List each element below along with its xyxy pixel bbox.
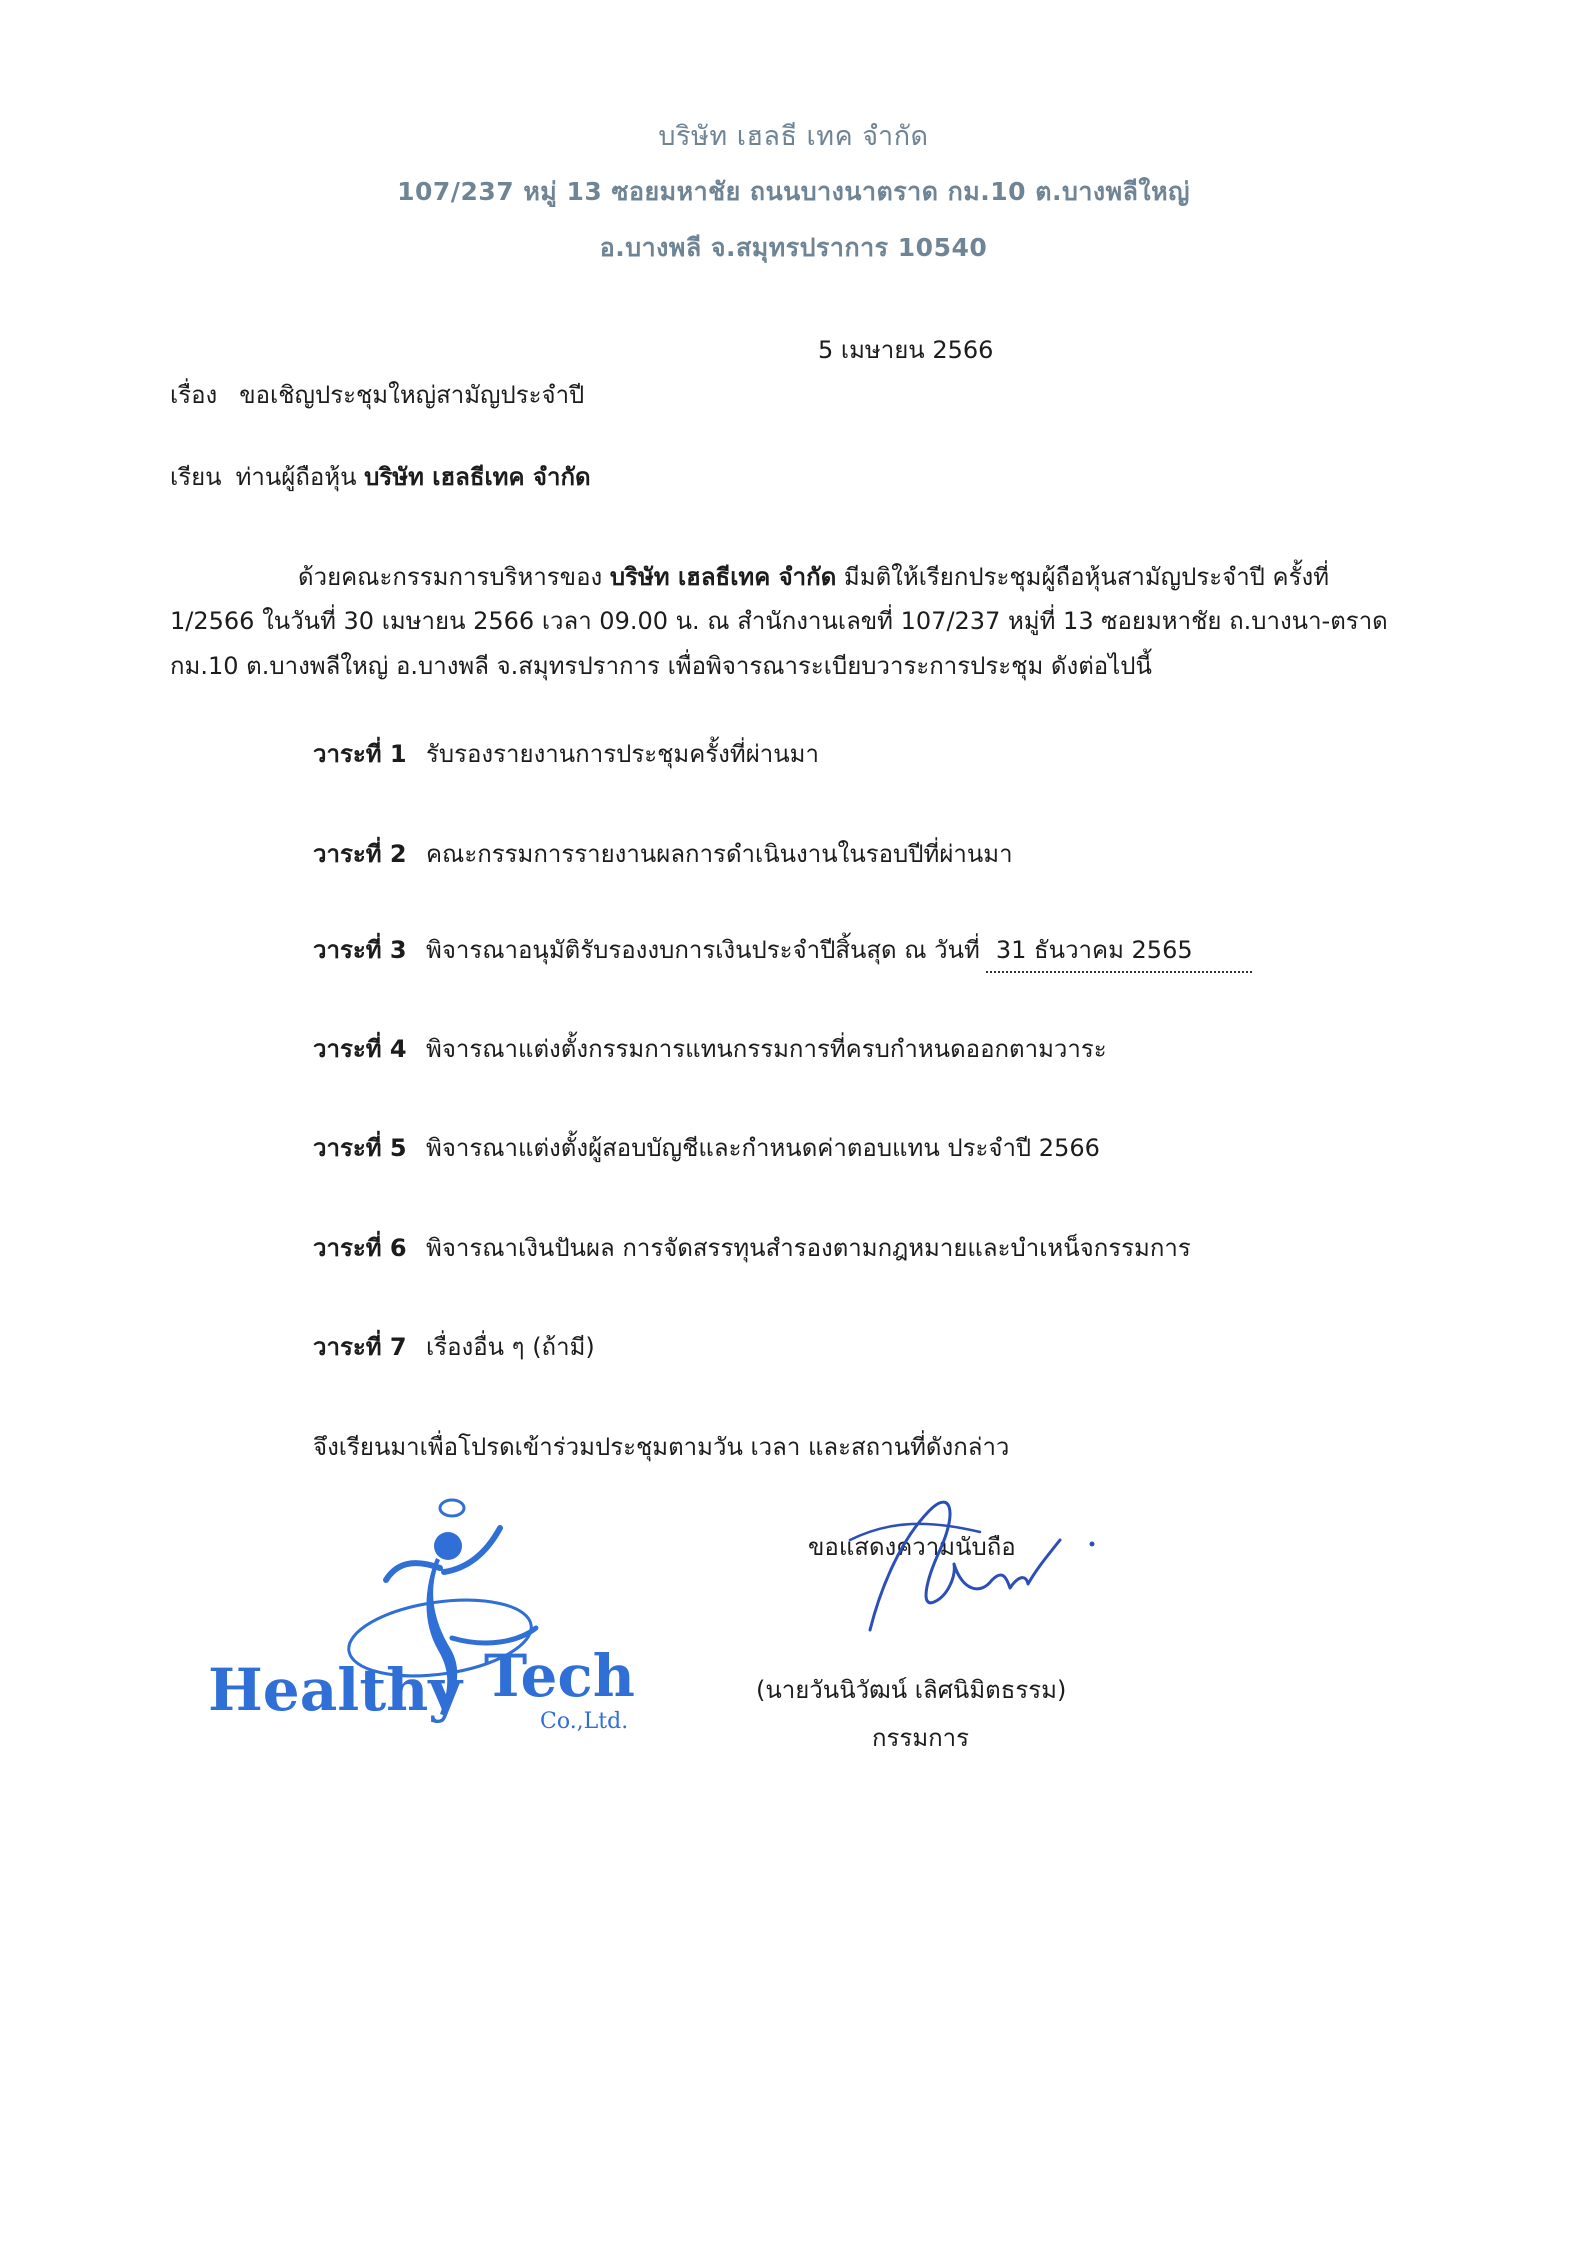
letter-date: 5 เมษายน 2566 [818, 336, 994, 364]
agenda-fill-value: 31 ธันวาคม 2565 [986, 930, 1252, 973]
salutation-label: เรียน [170, 463, 222, 491]
agenda-item-4 [313, 1029, 1107, 1068]
agenda-text: พิจารณาแต่งตั้งผู้สอบบัญชีและกำหนดค่าตอบแทน ประจำปี 2566 [426, 1134, 1100, 1162]
agenda-text: พิจารณาอนุมัติรับรองงบการเงินประจำปีสิ้นสุด ณ วันที่ [426, 936, 980, 964]
letterhead-company-name: บริษัท เฮลธี เทค จำกัด [658, 121, 929, 152]
agenda-label: วาระที่ 4 [313, 1035, 407, 1063]
agenda-text: เรื่องอื่น ๆ (ถ้ามี) [426, 1333, 595, 1361]
signer-name: (นายวันนิวัฒน์ เลิศนิมิตธรรม) [756, 1676, 1067, 1704]
agenda-label: วาระที่ 6 [313, 1234, 407, 1262]
handwritten-signature [830, 1480, 1110, 1640]
closing-line: จึงเรียนมาเพื่อโปรดเข้าร่วมประชุมตามวัน เวลา และสถานที่ดังกล่าว [313, 1433, 1010, 1461]
agenda-text: พิจารณาแต่งตั้งกรรมการแทนกรรมการที่ครบกำหนดออกตามวาระ [426, 1035, 1107, 1063]
salutation-text: ท่านผู้ถือหุ้น [235, 463, 357, 491]
agenda-label: วาระที่ 5 [313, 1134, 407, 1162]
agenda-item-6 [313, 1228, 1191, 1267]
signer-position: กรรมการ [872, 1724, 970, 1752]
letterhead-address-line1: 107/237 หมู่ 13 ซอยมหาชัย ถนนบางนาตราด กม.10 ต.บางพลีใหญ่ [397, 177, 1190, 206]
regards-line: ขอแสดงความนับถือ [808, 1533, 1016, 1561]
agenda-item-2 [313, 834, 1013, 873]
salutation-company: บริษัท เฮลธีเทค จำกัด [364, 463, 591, 491]
agenda-text: คณะกรรมการรายงานผลการดำเนินงานในรอบปีที่ผ่านมา [426, 840, 1013, 868]
body-line-2: 1/2566 ในวันที่ 30 เมษายน 2566 เวลา 09.00 น. ณ สำนักงานเลขที่ 107/237 หมู่ที่ 13 ซอยมหาชัย ถ.บางนา-ตราด [170, 607, 1388, 635]
agenda-text: รับรองรายงานการประชุมครั้งที่ผ่านมา [426, 740, 819, 768]
subject-line [170, 375, 584, 414]
body-line1-post: มีมติให้เรียกประชุมผู้ถือหุ้นสามัญประจำปี ครั้งที่ [843, 563, 1330, 591]
company-logo [200, 1488, 680, 1758]
body-line-3: กม.10 ต.บางพลีใหญ่ อ.บางพลี จ.สมุทรปราการ เพื่อพิจารณาระเบียบวาระการประชุม ดังต่อไปนี้ [170, 652, 1152, 680]
subject-text: ขอเชิญประชุมใหญ่สามัญประจำปี [239, 381, 585, 409]
logo-word-tech: Tech [484, 1642, 635, 1710]
subject-label: เรื่อง [170, 381, 218, 409]
body-line1-company: บริษัท เฮลธีเทค จำกัด [609, 563, 837, 591]
body-line1-pre: ด้วยคณะกรรมการบริหารของ [298, 563, 603, 591]
agenda-label: วาระที่ 3 [313, 936, 407, 964]
agenda-label: วาระที่ 2 [313, 840, 407, 868]
body-line-1 [298, 557, 1329, 596]
agenda-label: วาระที่ 7 [313, 1333, 407, 1361]
logo-word-healthy: Healthy [208, 1656, 462, 1724]
agenda-label: วาระที่ 1 [313, 740, 407, 768]
letterhead-address-line2: อ.บางพลี จ.สมุทรปราการ 10540 [599, 233, 988, 262]
agenda-item-7 [313, 1327, 595, 1366]
agenda-text: พิจารณาเงินปันผล การจัดสรรทุนสำรองตามกฎหมายและบำเหน็จกรรมการ [426, 1234, 1191, 1262]
salutation-line [170, 457, 591, 496]
agenda-item-1 [313, 734, 819, 773]
agenda-item-3 [313, 930, 1252, 973]
agenda-item-5 [313, 1128, 1100, 1167]
logo-suffix: Co.,Ltd. [540, 1709, 629, 1734]
